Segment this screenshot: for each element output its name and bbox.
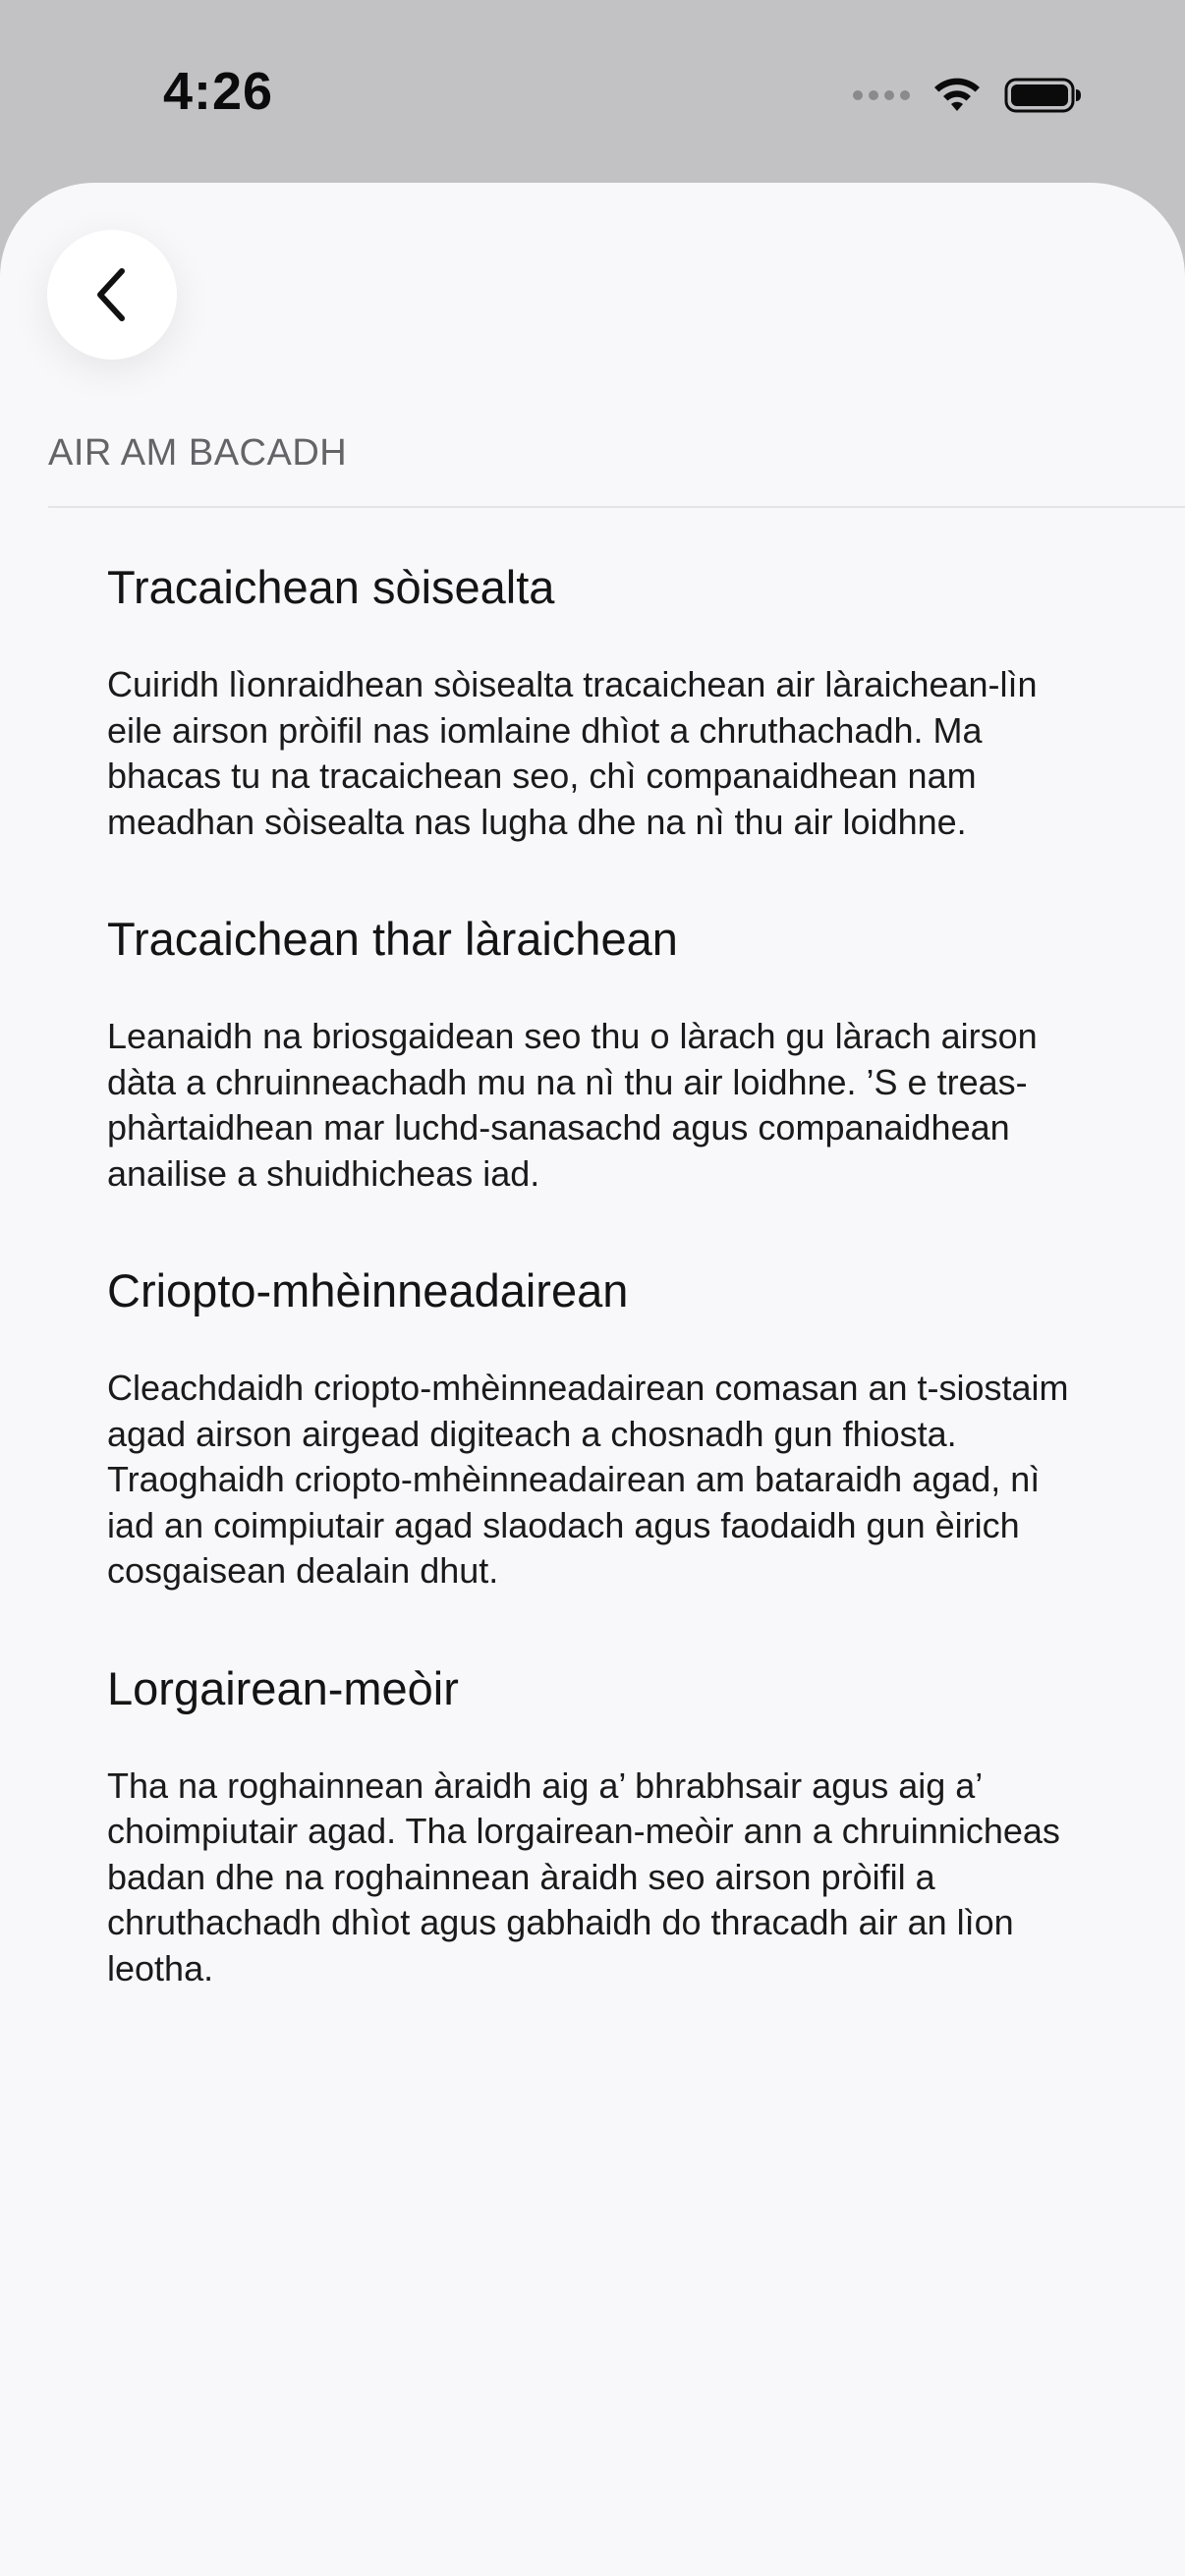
content-list [107,558,1090,2056]
item-body: Cuiridh lìonraidhean sòisealta tracaichean air làraichean-lìn eile airson pròifil nas iomlaine dhìot a chruthachadh. Ma bhacas tu na tracaichean seo, chì companaidhean nam meadhan sòisealta nas lugha dhe na nì thu air loidhne. [107,664,1038,842]
list-item [107,910,1090,1197]
list-item [107,1261,1090,1595]
list-item [107,1659,1090,1992]
content-sheet [0,183,1185,2576]
status-icons [853,71,1083,120]
item-body: Cleachdaidh criopto-mhèinneadairean comasan an t-siostaim agad airson airgead digiteach a chosnadh gun fhiosta. Traoghaidh criopto-mhèinneadairean am bataraidh agad, nì iad an coimpiutair agad slaodach agus faodaidh gun èirich cosgaisean dealain dhut. [107,1368,1069,1591]
item-body: Leanaidh na briosgaidean seo thu o làrach gu làrach airson dàta a chruinneachadh mu na nì thu air loidhne. ’S e treas-phàrtaidhean mar luchd-sanasachd agus companaidhean anailise a shuidhicheas iad. [107,1016,1038,1194]
wifi-icon [931,76,983,115]
item-title: Tracaichean thar làraichean [107,913,678,965]
chevron-left-icon [88,265,136,324]
cellular-signal-icon [853,90,910,100]
list-item [107,558,1090,845]
item-title: Lorgairean-meòir [107,1661,459,1714]
item-title: Tracaichean sòisealta [107,561,555,613]
item-body: Tha na roghainnean àraidh aig a’ bhrabhsair agus aig a’ choimpiutair agad. Tha lorgairean-meòir ann a chruinnicheas badan dhe na roghainnean àraidh seo airson pròifil a chruthachadh dhìot agus gabhaidh do thracadh air an lìon leotha. [107,1764,1060,1988]
section-header: AIR AM BACADH [48,432,348,474]
status-time: 4:26 [163,62,274,121]
battery-icon [1004,76,1083,115]
item-title: Criopto-mhèinneadairean [107,1264,629,1316]
status-bar [0,0,1185,183]
back-button[interactable] [47,230,177,360]
divider [48,506,1185,508]
